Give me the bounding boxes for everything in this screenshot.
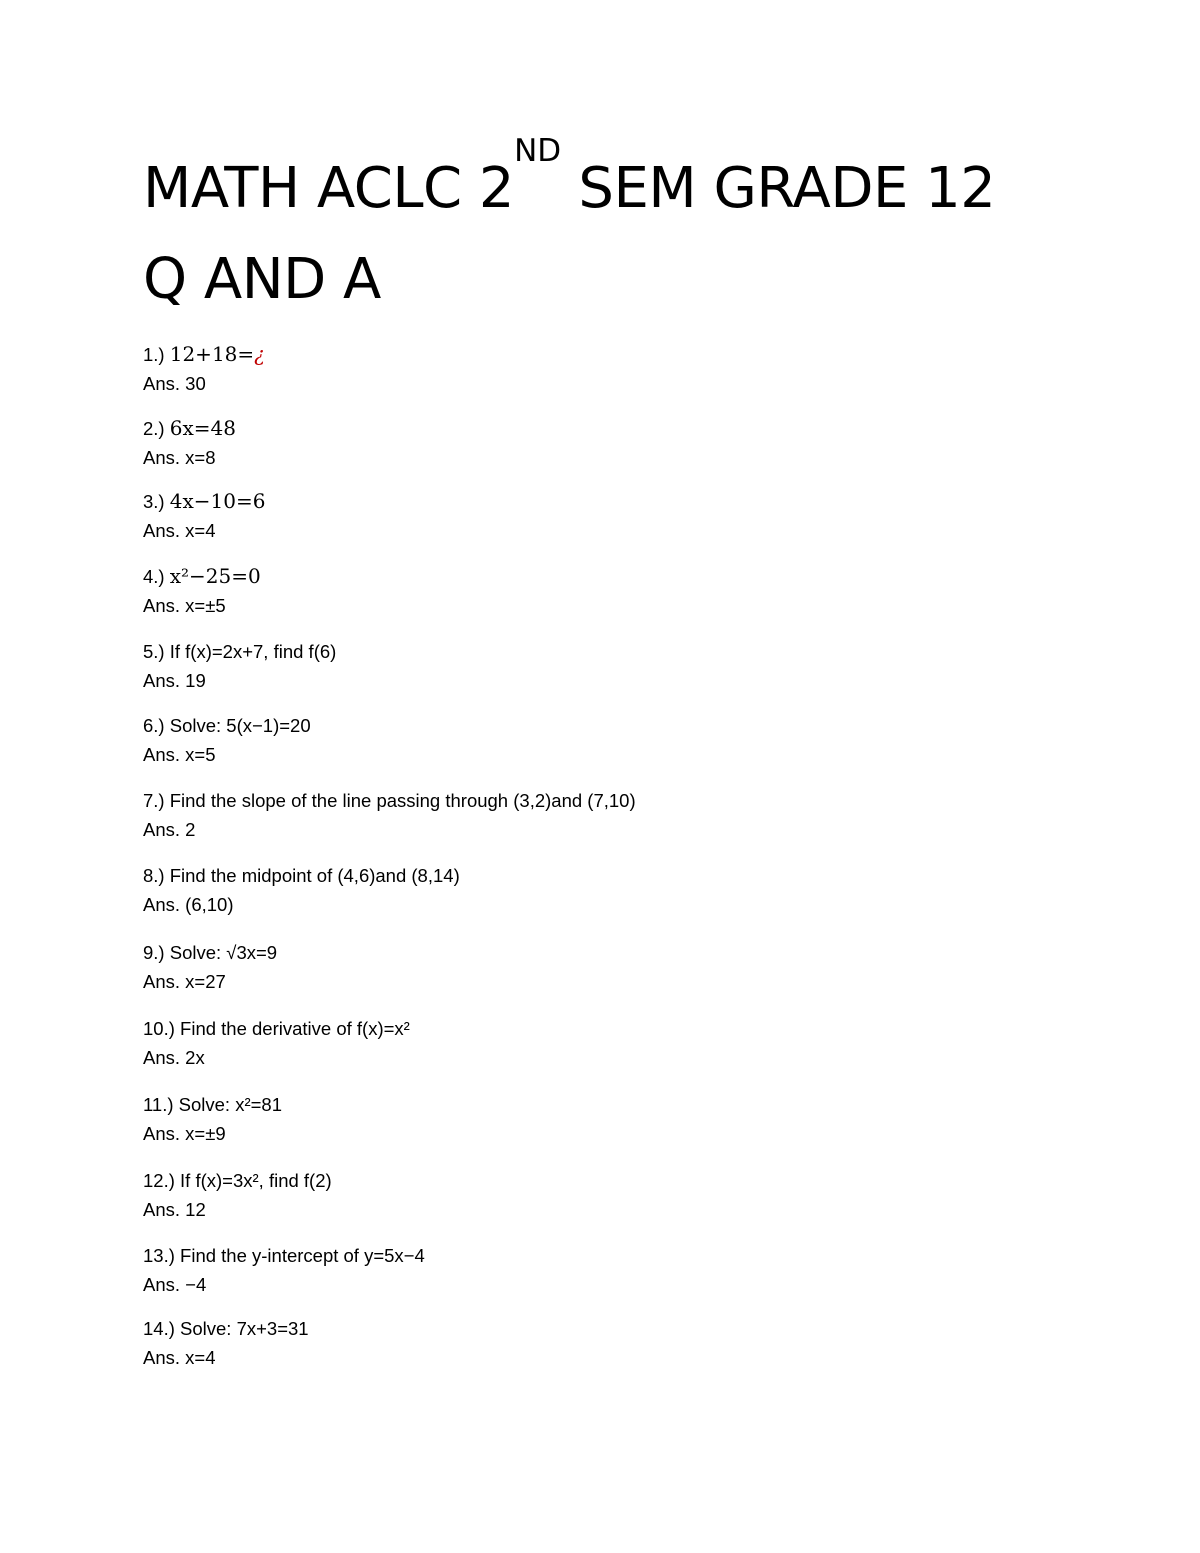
question-5 bbox=[143, 637, 1043, 666]
question-number-9: 9.) bbox=[143, 942, 165, 963]
qa-item-2 bbox=[143, 414, 1043, 472]
question-4 bbox=[143, 562, 1043, 591]
answer-1: Ans. 30 bbox=[143, 373, 206, 394]
question-text-6: Solve: 5(x−1)=20 bbox=[169, 715, 311, 736]
qa-item-9 bbox=[143, 938, 1043, 996]
answer-13: Ans. −4 bbox=[143, 1274, 207, 1295]
question-6 bbox=[143, 711, 1043, 740]
question-1 bbox=[143, 340, 1043, 369]
question-number-2: 2.) bbox=[143, 418, 165, 439]
question-text-10: Find the derivative of f(x)=x² bbox=[180, 1018, 410, 1039]
question-text-11: Solve: x²=81 bbox=[178, 1094, 283, 1115]
title-superscript: ND bbox=[514, 133, 562, 169]
qa-item-1 bbox=[143, 340, 1043, 398]
question-number-8: 8.) bbox=[143, 865, 165, 886]
question-10 bbox=[143, 1014, 1043, 1043]
question-marker-1: ¿ bbox=[254, 342, 265, 366]
qa-item-6 bbox=[143, 711, 1043, 769]
answer-6: Ans. x=5 bbox=[143, 744, 216, 765]
question-14 bbox=[143, 1314, 1043, 1343]
question-text-8: Find the midpoint of (4,6)and (8,14) bbox=[169, 865, 460, 886]
question-number-10: 10.) bbox=[143, 1018, 175, 1039]
qa-item-14 bbox=[143, 1314, 1043, 1372]
question-number-1: 1.) bbox=[143, 344, 165, 365]
question-text-1: 12+18= bbox=[169, 342, 255, 366]
qa-item-5 bbox=[143, 637, 1043, 695]
question-number-6: 6.) bbox=[143, 715, 165, 736]
question-8 bbox=[143, 861, 1043, 890]
question-number-14: 14.) bbox=[143, 1318, 175, 1339]
answer-8: Ans. (6,10) bbox=[143, 894, 234, 915]
question-text-14: Solve: 7x+3=31 bbox=[180, 1318, 309, 1339]
answer-14: Ans. x=4 bbox=[143, 1347, 216, 1368]
answer-7: Ans. 2 bbox=[143, 819, 196, 840]
qa-item-10 bbox=[143, 1014, 1043, 1072]
qa-item-7 bbox=[143, 786, 1043, 844]
question-text-3: 4x−10=6 bbox=[169, 489, 266, 513]
question-text-7: Find the slope of the line passing through (3,2)and (7,10) bbox=[169, 790, 636, 811]
question-text-2: 6x=48 bbox=[169, 416, 236, 440]
question-12 bbox=[143, 1166, 1043, 1195]
question-7 bbox=[143, 786, 1043, 815]
question-2 bbox=[143, 414, 1043, 443]
question-number-13: 13.) bbox=[143, 1245, 175, 1266]
question-3 bbox=[143, 487, 1043, 516]
question-text-9: Solve: √3x=9 bbox=[169, 942, 278, 963]
answer-2: Ans. x=8 bbox=[143, 447, 216, 468]
title-part-1: MATH ACLC 2 bbox=[143, 156, 515, 221]
document-title bbox=[143, 133, 1103, 325]
question-13 bbox=[143, 1241, 1043, 1270]
qa-item-8 bbox=[143, 861, 1043, 919]
answer-10: Ans. 2x bbox=[143, 1047, 205, 1068]
qa-item-12 bbox=[143, 1166, 1043, 1224]
question-number-12: 12.) bbox=[143, 1170, 175, 1191]
question-text-12: If f(x)=3x², find f(2) bbox=[180, 1170, 332, 1191]
answer-12: Ans. 12 bbox=[143, 1199, 206, 1220]
question-number-5: 5.) bbox=[143, 641, 165, 662]
question-number-3: 3.) bbox=[143, 491, 165, 512]
question-text-5: If f(x)=2x+7, find f(6) bbox=[169, 641, 337, 662]
answer-5: Ans. 19 bbox=[143, 670, 206, 691]
question-number-11: 11.) bbox=[143, 1094, 174, 1115]
title-part-2: SEM GRADE 12 bbox=[561, 156, 996, 221]
question-text-4: x²−25=0 bbox=[169, 564, 261, 588]
title-line-2: Q AND A bbox=[143, 247, 381, 312]
qa-item-11 bbox=[143, 1090, 1043, 1148]
question-number-7: 7.) bbox=[143, 790, 165, 811]
answer-4: Ans. x=±5 bbox=[143, 595, 226, 616]
title-line-1 bbox=[143, 133, 1103, 234]
question-number-4: 4.) bbox=[143, 566, 165, 587]
qa-item-13 bbox=[143, 1241, 1043, 1299]
qa-item-4 bbox=[143, 562, 1043, 620]
answer-11: Ans. x=±9 bbox=[143, 1123, 226, 1144]
answer-3: Ans. x=4 bbox=[143, 520, 216, 541]
question-text-13: Find the y-intercept of y=5x−4 bbox=[180, 1245, 425, 1266]
question-9 bbox=[143, 938, 1043, 967]
question-11 bbox=[143, 1090, 1043, 1119]
answer-9: Ans. x=27 bbox=[143, 971, 226, 992]
qa-item-3 bbox=[143, 487, 1043, 545]
